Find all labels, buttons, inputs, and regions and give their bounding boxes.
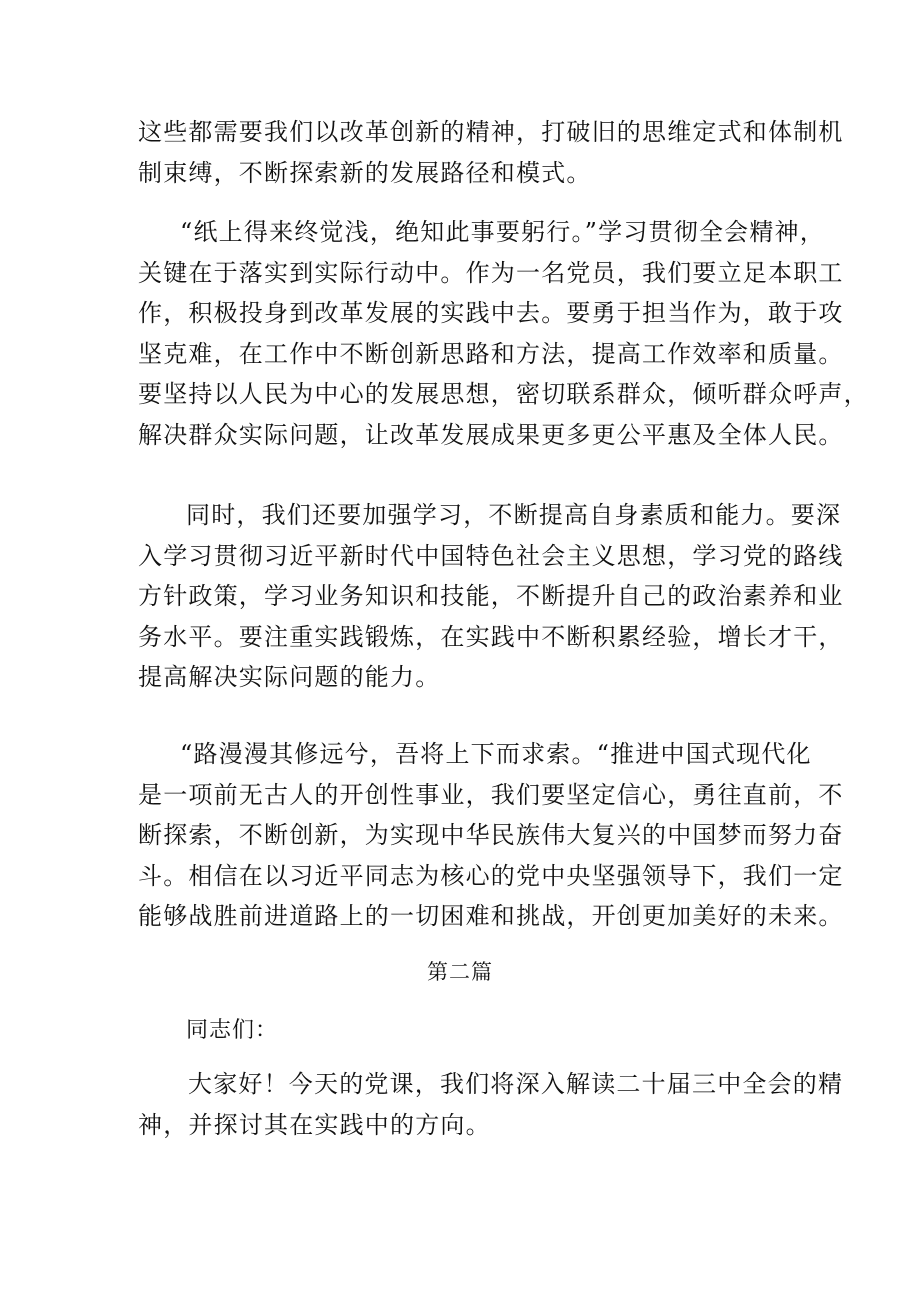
paragraph-line: 解决群众实际问题，让改革发展成果更多更公平惠及全体人民。: [138, 420, 844, 449]
paragraph-line: “纸上得来终觉浅，绝知此事要躬行。”学习贯彻全会精神，: [180, 218, 825, 246]
paragraph-line: 坚克难，在工作中不断创新思路和方法，提高工作效率和质量。: [138, 339, 844, 368]
paragraph-line: 入学习贯彻习近平新时代中国特色社会主义思想，学习党的路线: [138, 541, 844, 570]
paragraph-line: 是一项前无古人的开创性事业，我们要坚定信心，勇往直前，不: [138, 780, 844, 809]
paragraph-3: [138, 495, 844, 698]
paragraph-line: “路漫漫其修远兮，吾将上下而求索。“推进中国式现代化: [180, 740, 812, 768]
paragraph-line: 神，并探讨其在实践中的方向。: [138, 1110, 491, 1139]
paragraph-line: 作，积极投身到改革发展的实践中去。要勇于担当作为，敢于攻: [138, 299, 844, 327]
paragraph-line: 这些都需要我们以改革创新的精神，打破旧的思维定式和体制机: [138, 118, 844, 146]
paragraph-5: [138, 1064, 844, 1145]
section-heading: 第二篇: [427, 960, 493, 984]
paragraph-line: 关键在于落实到实际行动中。作为一名党员，我们要立足本职工: [138, 258, 844, 287]
paragraph-line: 同时，我们还要加强学习，不断提高自身素质和能力。要深: [186, 501, 842, 529]
paragraph-line: 方针政策，学习业务知识和技能，不断提升自己的政治素养和业: [138, 582, 844, 610]
salutation: 同志们：: [186, 1018, 279, 1043]
paragraph-line: 要坚持以人民为中心的发展思想，密切联系群众，倾听群众呼声，: [138, 380, 869, 408]
paragraph-line: 能够战胜前进道路上的一切困难和挑战，开创更加美好的未来。: [138, 902, 844, 930]
paragraph-4: [138, 734, 844, 937]
paragraph-line: 大家好！今天的党课，我们将深入解读二十届三中全会的精: [188, 1070, 844, 1098]
paragraph-1: [138, 112, 844, 193]
paragraph-line: 制束缚，不断探索新的发展路径和模式。: [138, 158, 592, 187]
paragraph-2: [138, 212, 869, 455]
paragraph-line: 断探索，不断创新，为实现中华民族伟大复兴的中国梦而努力奋: [138, 821, 844, 849]
paragraph-line: 务水平。要注重实践锻炼，在实践中不断积累经验，增长才干，: [138, 622, 844, 651]
paragraph-line: 斗。相信在以习近平同志为核心的党中央坚强领导下，我们一定: [138, 861, 844, 890]
paragraph-line: 提高解决实际问题的能力。: [138, 663, 441, 691]
